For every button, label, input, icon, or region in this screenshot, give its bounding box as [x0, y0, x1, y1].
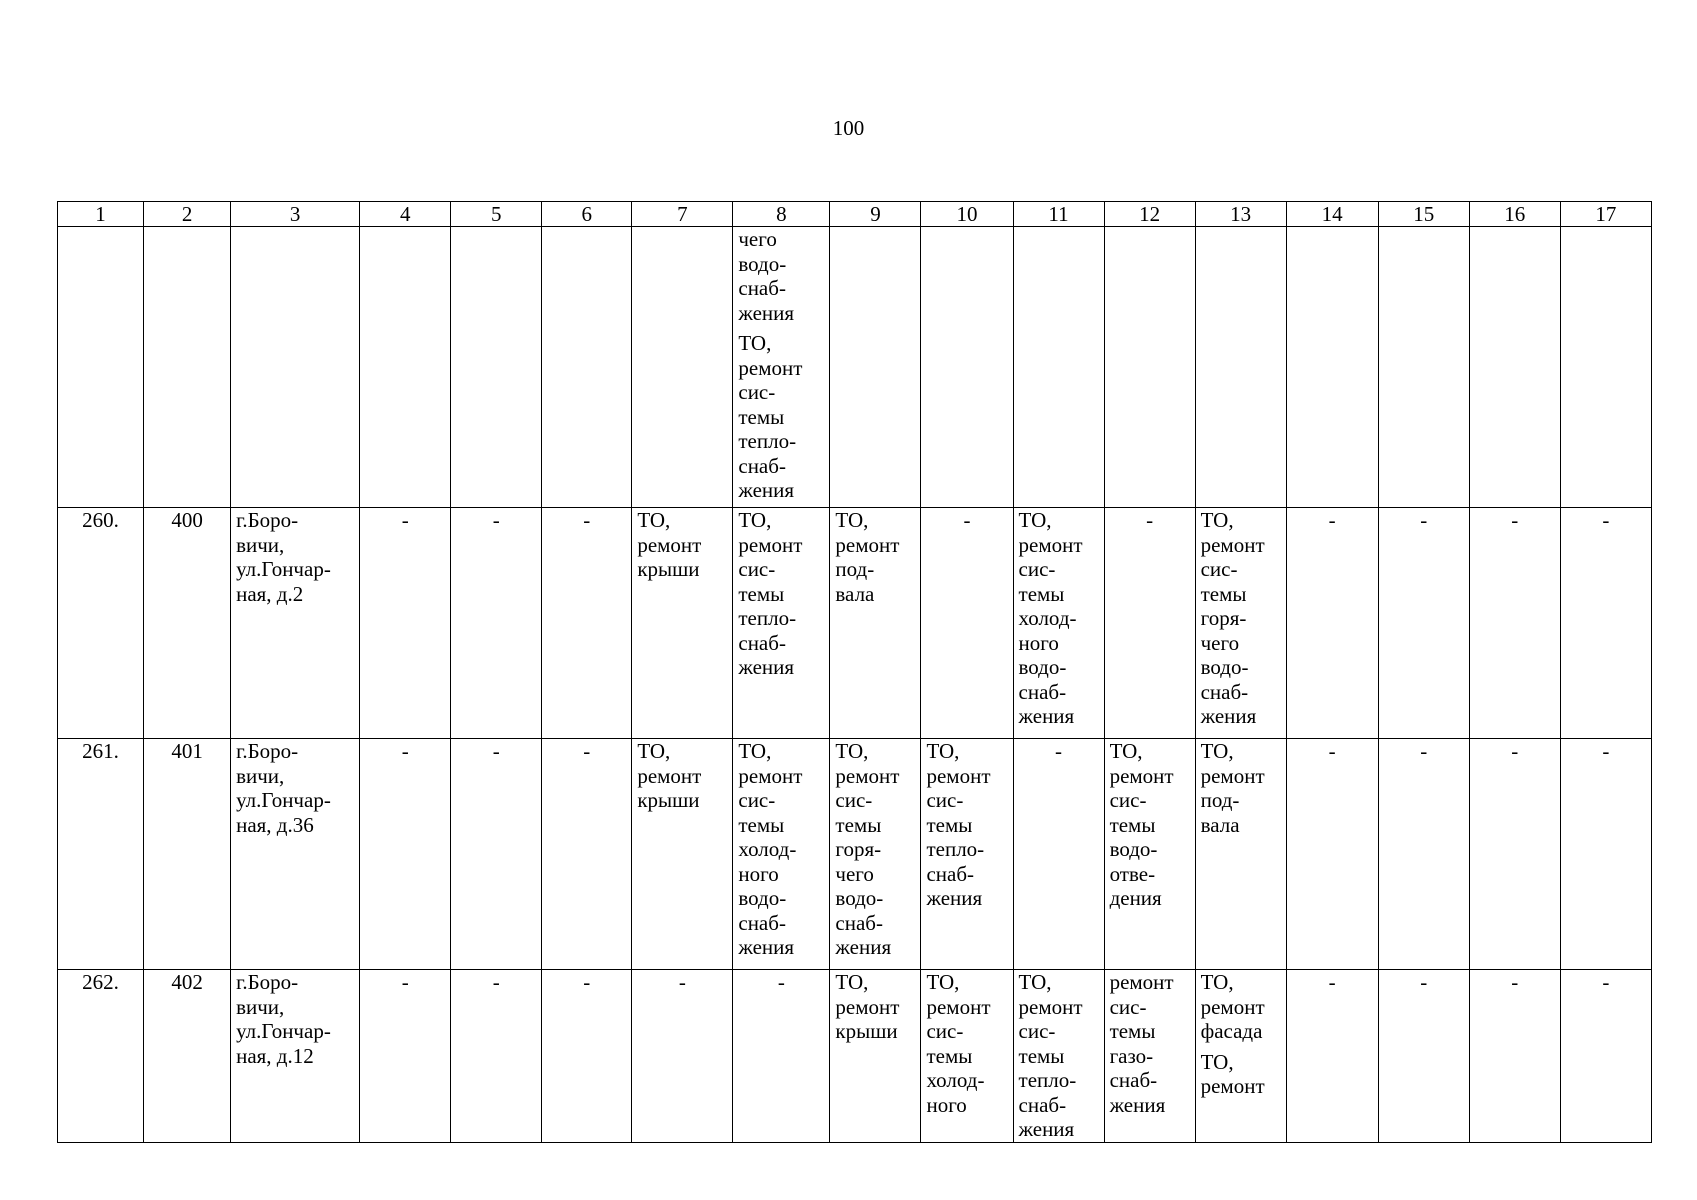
- header-cell: 5: [451, 202, 542, 227]
- table-cell: 402: [144, 970, 231, 1143]
- table-cell: ТО, ремонт сис- темы холод- ного водо- снаб- жения: [1013, 508, 1104, 739]
- table-cell: [921, 227, 1013, 508]
- address-cell: г.Боро- вичи, ул.Гончар- ная, д.12: [231, 970, 360, 1143]
- table-cell: -: [1378, 739, 1469, 970]
- table-cell: ТО, ремонт крыши: [830, 970, 921, 1143]
- header-cell: 11: [1013, 202, 1104, 227]
- table-cell: ТО, ремонт под- вала: [1195, 739, 1286, 970]
- table-cell: -: [1286, 739, 1378, 970]
- cell-text: ТО, ремонт сис- темы тепло- снаб- жения: [738, 331, 803, 502]
- table-cell: -: [542, 739, 632, 970]
- table-cell: -: [733, 970, 830, 1143]
- table-cell: -: [1378, 508, 1469, 739]
- table-cell: -: [360, 739, 451, 970]
- table-row: [58, 739, 1652, 970]
- address-cell: г.Боро- вичи, ул.Гончар- ная, д.36: [231, 739, 360, 970]
- header-cell: 12: [1104, 202, 1195, 227]
- table-cell: [733, 227, 830, 508]
- table-cell: -: [451, 508, 542, 739]
- table-cell: 400: [144, 508, 231, 739]
- header-cell: 13: [1195, 202, 1286, 227]
- table-cell: [58, 227, 144, 508]
- table-cell: ТО, ремонт сис- темы тепло- снаб- жения: [733, 508, 830, 739]
- header-cell: 8: [733, 202, 830, 227]
- row-number-cell: 260.: [58, 508, 144, 739]
- table-cell: -: [1560, 739, 1651, 970]
- works-table: [57, 201, 1652, 1143]
- table-cell: ТО, ремонт сис- темы холод- ного: [921, 970, 1013, 1143]
- header-cell: 3: [231, 202, 360, 227]
- table-cell: -: [632, 970, 733, 1143]
- row-number-cell: 262.: [58, 970, 144, 1143]
- table-cell: [830, 227, 921, 508]
- header-cell: 1: [58, 202, 144, 227]
- table-cell: -: [542, 508, 632, 739]
- header-cell: 16: [1469, 202, 1560, 227]
- table-cell: [144, 227, 231, 508]
- address-cell: г.Боро- вичи, ул.Гончар- ная, д.2: [231, 508, 360, 739]
- table-cell: -: [1286, 508, 1378, 739]
- table-row: [58, 508, 1652, 739]
- table-cell: [451, 227, 542, 508]
- table-cell: -: [1469, 739, 1560, 970]
- table-cell: ремонт сис- темы газо- снаб- жения: [1104, 970, 1195, 1143]
- table-cell: -: [360, 970, 451, 1143]
- table-cell: [1286, 227, 1378, 508]
- header-cell: 15: [1378, 202, 1469, 227]
- table-cell: ТО, ремонт сис- темы тепло- снаб- жения: [1013, 970, 1104, 1143]
- table-cell: [542, 227, 632, 508]
- table-cell: [1195, 227, 1286, 508]
- table-cell: ТО, ремонт крыши: [632, 508, 733, 739]
- header-cell: 4: [360, 202, 451, 227]
- cell-text: чего водо- снаб- жения: [738, 227, 795, 325]
- header-row: [58, 202, 1652, 227]
- cell-text: ТО, ремонт фасада: [1200, 970, 1265, 1043]
- table-cell: ТО, ремонт сис- темы тепло- снаб- жения: [921, 739, 1013, 970]
- header-cell: 7: [632, 202, 733, 227]
- table-cell: [1013, 227, 1104, 508]
- table-cell: -: [1104, 508, 1195, 739]
- table-cell: -: [1560, 508, 1651, 739]
- table-cell: -: [451, 739, 542, 970]
- table-cell: [360, 227, 451, 508]
- table-cell: ТО, ремонт сис- темы водо- отве- дения: [1104, 739, 1195, 970]
- header-cell: 10: [921, 202, 1013, 227]
- table-cell: 401: [144, 739, 231, 970]
- header-cell: 9: [830, 202, 921, 227]
- table-cell: ТО, ремонт сис- темы горя- чего водо- снаб- жения: [830, 739, 921, 970]
- table-cell: -: [1286, 970, 1378, 1143]
- table-cell: ТО, ремонт сис- темы горя- чего водо- снаб- жения: [1195, 508, 1286, 739]
- table-cell: [1195, 970, 1286, 1143]
- table-cell: [1378, 227, 1469, 508]
- table-cell: ТО, ремонт под- вала: [830, 508, 921, 739]
- table-cell: -: [360, 508, 451, 739]
- table-row: [58, 227, 1652, 508]
- header-cell: 6: [542, 202, 632, 227]
- table-cell: -: [921, 508, 1013, 739]
- table-cell: [231, 227, 360, 508]
- table-cell: -: [1378, 970, 1469, 1143]
- page-number: 100: [832, 116, 865, 140]
- table-cell: ТО, ремонт крыши: [632, 739, 733, 970]
- header-cell: 2: [144, 202, 231, 227]
- table-cell: [1104, 227, 1195, 508]
- cell-text: ТО, ремонт: [1200, 1049, 1265, 1098]
- table-cell: -: [451, 970, 542, 1143]
- table-cell: -: [1013, 739, 1104, 970]
- table-cell: ТО, ремонт сис- темы холод- ного водо- снаб- жения: [733, 739, 830, 970]
- table-row: [58, 970, 1652, 1143]
- table-cell: -: [1469, 508, 1560, 739]
- table-cell: [1560, 227, 1651, 508]
- table-cell: -: [1560, 970, 1651, 1143]
- header-cell: 17: [1560, 202, 1651, 227]
- table-cell: [632, 227, 733, 508]
- row-number-cell: 261.: [58, 739, 144, 970]
- table-cell: [1469, 227, 1560, 508]
- header-cell: 14: [1286, 202, 1378, 227]
- table-cell: -: [1469, 970, 1560, 1143]
- table-cell: -: [542, 970, 632, 1143]
